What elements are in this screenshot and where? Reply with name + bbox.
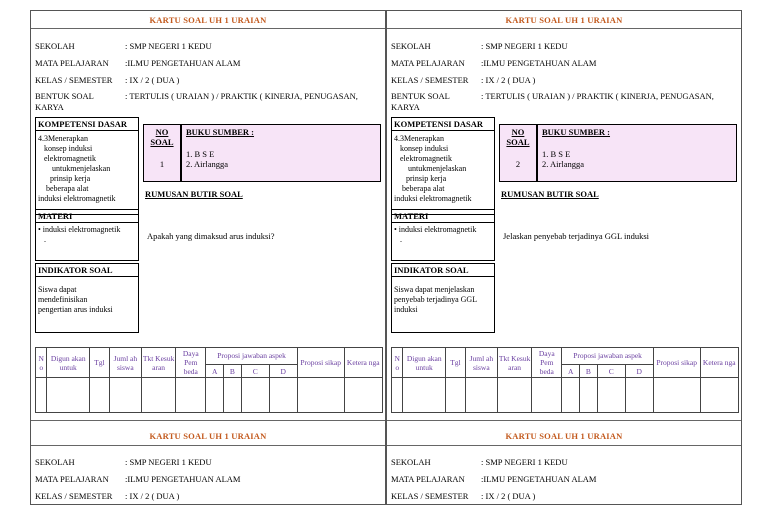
- table-headers-digun: Digun akan untuk: [47, 348, 90, 378]
- buku-sumber-items-0: 1. B S E: [542, 149, 571, 159]
- indikator-box: [35, 263, 139, 333]
- no-soal-title: NO SOAL: [506, 127, 530, 147]
- mapel-value: :ILMU PENGETAHUAN ALAM: [125, 58, 241, 68]
- buku-sumber-box: [181, 124, 381, 182]
- card-header-title: KARTU SOAL UH 1 URAIAN: [149, 15, 267, 25]
- info-kelas-label: KELAS / SEMESTER: [35, 491, 113, 501]
- table-headers-c: C: [241, 364, 269, 377]
- table-headers-no: N o: [392, 348, 403, 378]
- page: [30, 10, 762, 503]
- table-headers-b: B: [224, 364, 242, 377]
- cards-1-indikator-2: induksi: [394, 305, 418, 314]
- table-headers-juml: Juml ah siswa: [109, 348, 141, 378]
- info-kelas-value-left: : IX / 2 ( DUA ): [125, 491, 180, 501]
- kompetensi-lines-3: untukmenjelaskan: [52, 164, 111, 173]
- table-headers-d: D: [625, 364, 653, 377]
- kompetensi-lines-0: 4.3Menerapkan: [394, 134, 444, 143]
- materi-item: • induksi elektromagnetik: [38, 225, 121, 234]
- info-sekolah-value: : SMP NEGERI 1 KEDU: [125, 457, 212, 467]
- buku-sumber-box: [537, 124, 737, 182]
- info-kelas-value-right: : IX / 2 ( DUA ): [481, 491, 536, 501]
- materi-box: [35, 209, 139, 261]
- info-sekolah-label: SEKOLAH: [35, 457, 75, 467]
- info-mapel-value: :ILMU PENGETAHUAN ALAM: [125, 474, 241, 484]
- info-mapel-label: MATA PELAJARAN: [391, 58, 465, 68]
- materi-dot: .: [400, 235, 402, 244]
- table-headers-digun: Digun akan untuk: [403, 348, 446, 378]
- buku-sumber-items-0: 1. B S E: [186, 149, 215, 159]
- table-headers-proporsi-jawaban: Proposi jawaban aspek: [562, 348, 653, 365]
- no-soal-value: 2: [515, 159, 521, 169]
- kompetensi-lines-4: prinsip kerja: [406, 174, 447, 183]
- bentuk-label: BENTUK SOAL KARYA: [35, 91, 94, 112]
- no-soal-title: NO SOAL: [150, 127, 174, 147]
- question-text: Apakah yang dimaksud arus induksi?: [147, 231, 275, 241]
- table-headers-tgl: Tgl: [446, 348, 466, 378]
- evaluation-table: [35, 347, 383, 413]
- kompetensi-lines-3: untukmenjelaskan: [408, 164, 467, 173]
- kompetensi-title: KOMPETENSI DASAR: [36, 118, 138, 131]
- table-headers-b: B: [580, 364, 598, 377]
- table-headers-proporsi-sikap: Proposi sikap: [297, 348, 344, 378]
- table-headers-no: N o: [36, 348, 47, 378]
- buku-sumber-list: [182, 139, 380, 169]
- indikator-text: [36, 277, 138, 315]
- table-headers-tkt: Tkt Kesuk aran: [141, 348, 175, 378]
- buku-sumber-title: BUKU SUMBER :: [186, 127, 255, 137]
- indikator-box: [391, 263, 495, 333]
- info-kelas-label: KELAS / SEMESTER: [391, 491, 469, 501]
- card-column-right: [386, 10, 742, 505]
- table-headers-tgl: Tgl: [90, 348, 110, 378]
- kompetensi-lines-2: elektromagnetik: [400, 154, 452, 163]
- cards-0-indikator-0: Siswa dapat: [38, 285, 77, 294]
- kompetensi-box: [35, 117, 139, 215]
- materi-title: MATERI: [36, 209, 138, 223]
- kompetensi-box: [391, 117, 495, 215]
- info-kelas-value-right: : IX / 2 ( DUA ): [481, 75, 536, 85]
- evaluation-table: [391, 347, 739, 413]
- card-column-left: [30, 10, 386, 505]
- kompetensi-lines-1: konsep induksi: [400, 144, 449, 153]
- table-headers-proporsi-sikap: Proposi sikap: [653, 348, 700, 378]
- kelas-label: KELAS / SEMESTER: [35, 75, 113, 85]
- table-headers-a: A: [206, 364, 224, 377]
- indikator-title: INDIKATOR SOAL: [36, 264, 138, 277]
- no-soal-box: [143, 124, 181, 182]
- table-headers-tkt: Tkt Kesuk aran: [497, 348, 531, 378]
- info-bentuk-value: : TERTULIS ( URAIAN ) / PRAKTIK ( KINERJA, PENUGASAN,: [481, 91, 714, 101]
- card-header-title: KARTU SOAL UH 1 URAIAN: [505, 15, 623, 25]
- materi-title: MATERI: [392, 209, 494, 223]
- kompetensi-title: KOMPETENSI DASAR: [392, 118, 494, 131]
- info-mapel-label: MATA PELAJARAN: [35, 474, 109, 484]
- cards-1-indikator-1: penyebab terjadinya GGL: [394, 295, 478, 304]
- table-headers-juml: Juml ah siswa: [465, 348, 497, 378]
- sekolah-label: SEKOLAH: [35, 41, 75, 51]
- kompetensi-lines-2: elektromagnetik: [44, 154, 96, 163]
- table-headers-c: C: [597, 364, 625, 377]
- question-text: Jelaskan penyebab terjadinya GGL induksi: [503, 231, 650, 241]
- info-sekolah-label: SEKOLAH: [391, 41, 431, 51]
- info-mapel-value: :ILMU PENGETAHUAN ALAM: [481, 474, 597, 484]
- no-soal-box: [499, 124, 537, 182]
- info-mapel-value: :ILMU PENGETAHUAN ALAM: [481, 58, 597, 68]
- cards-1-indikator-0: Siswa dapat menjelaskan: [394, 285, 475, 294]
- info-kelas-label: KELAS / SEMESTER: [391, 75, 469, 85]
- materi-dot: .: [44, 235, 46, 244]
- materi-item: [36, 223, 138, 247]
- table-headers-daya: Daya Pem beda: [532, 348, 562, 378]
- buku-sumber-items-1: 2. Airlangga: [542, 159, 585, 169]
- no-soal-value: 1: [159, 159, 165, 169]
- table-headers-keterangan: Ketera nga: [700, 348, 738, 378]
- table-headers-proporsi-jawaban: Proposi jawaban aspek: [206, 348, 297, 365]
- card-header-title-2: KARTU SOAL UH 1 URAIAN: [149, 431, 267, 441]
- bentuk-value: : TERTULIS ( URAIAN ) / PRAKTIK ( KINERJA, PENUGASAN,: [125, 91, 358, 101]
- info-sekolah-value: : SMP NEGERI 1 KEDU: [481, 41, 568, 51]
- kelas-value: : IX / 2 ( DUA ): [125, 75, 180, 85]
- buku-sumber-title: BUKU SUMBER :: [542, 127, 611, 137]
- sekolah-value: : SMP NEGERI 1 KEDU: [125, 41, 212, 51]
- rumusan-title: RUMUSAN BUTIR SOAL: [501, 189, 599, 199]
- kompetensi-text: [36, 131, 138, 204]
- mapel-label: MATA PELAJARAN: [35, 58, 109, 68]
- card-header-title-2: KARTU SOAL UH 1 URAIAN: [505, 431, 623, 441]
- kompetensi-lines-6: induksi elektromagnetik: [38, 194, 116, 203]
- materi-item: • induksi elektromagnetik: [394, 225, 477, 234]
- table-headers-a: A: [562, 364, 580, 377]
- kompetensi-lines-6: induksi elektromagnetik: [394, 194, 472, 203]
- info-sekolah-value: : SMP NEGERI 1 KEDU: [481, 457, 568, 467]
- info-bentuk-label: BENTUK SOAL KARYA: [391, 91, 450, 112]
- info-sekolah-label: SEKOLAH: [391, 457, 431, 467]
- indikator-text: [392, 277, 494, 315]
- cards-0-indikator-2: pengertian arus induksi: [38, 305, 113, 314]
- kompetensi-lines-5: beberapa alat: [402, 184, 445, 193]
- table-headers-daya: Daya Pem beda: [176, 348, 206, 378]
- kompetensi-lines-5: beberapa alat: [46, 184, 89, 193]
- info-mapel-label: MATA PELAJARAN: [391, 474, 465, 484]
- buku-sumber-items-1: 2. Airlangga: [186, 159, 229, 169]
- cards-0-indikator-1: mendefinisikan: [38, 295, 88, 304]
- materi-box: [391, 209, 495, 261]
- table-headers-keterangan: Ketera nga: [344, 348, 382, 378]
- table-headers-d: D: [269, 364, 297, 377]
- kompetensi-lines-4: prinsip kerja: [50, 174, 91, 183]
- rumusan-title: RUMUSAN BUTIR SOAL: [145, 189, 243, 199]
- indikator-title: INDIKATOR SOAL: [392, 264, 494, 277]
- kompetensi-lines-1: konsep induksi: [44, 144, 93, 153]
- kompetensi-lines-0: 4.3Menerapkan: [38, 134, 88, 143]
